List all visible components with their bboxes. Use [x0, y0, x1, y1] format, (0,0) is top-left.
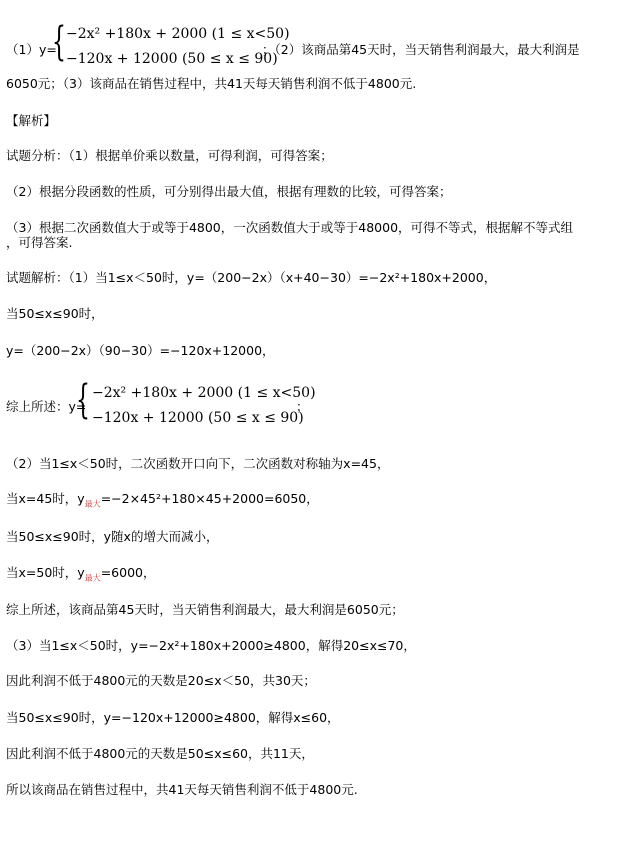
summary-prefix: 综上所述：y= — [6, 399, 87, 414]
analysis-step3-line1: （3）根据二次函数值大于或等于4800，一次函数值大于或等于48000，可得不等式，根据解不等式组 — [6, 220, 574, 235]
part2-line2 — [6, 491, 319, 513]
part3-line3: 当50≤x≤90时，y=−120x+12000≥4800，解得x≤60， — [6, 710, 340, 725]
answer-line2: 6050元；（3）该商品在销售过程中，共41天每天销售利润不低于4800元. — [6, 76, 417, 91]
solution-line2: 当50≤x≤90时， — [6, 306, 104, 321]
analysis-heading: 【解析】 — [6, 113, 57, 128]
part2-line3: 当50≤x≤90时，y随x的增大而减小， — [6, 529, 219, 544]
part2-line2-post: =−2×45²+180×45+2000=6050， — [100, 491, 319, 506]
summary-piece-quadratic: −2x² +180x + 2000 (1 ≤ x<50) — [92, 385, 316, 401]
summary-piece-linear: −120x + 12000 (50 ≤ x ≤ 90) — [92, 410, 304, 426]
part3-line1: （3）当1≤x＜50时，y=−2x²+180x+2000≥4800，解得20≤x≤70， — [6, 638, 416, 653]
part3-line4: 因此利润不低于4800元的天数是50≤x≤60，共11天， — [6, 746, 314, 761]
answer-piece-quadratic: −2x² +180x + 2000 (1 ≤ x<50) — [66, 26, 290, 42]
part2-line4-pre: 当x=50时，y — [6, 565, 85, 580]
part2-line5: 综上所述，该商品第45天时，当天销售利润最大，最大利润是6050元； — [6, 602, 404, 617]
part3-line5: 所以该商品在销售过程中，共41天每天销售利润不低于4800元. — [6, 782, 358, 797]
analysis-step3-line2: ，可得答案. — [6, 235, 73, 250]
part2-line4-post: =6000， — [100, 565, 156, 580]
summary-brace: { — [76, 377, 90, 423]
answer-piece-linear: −120x + 12000 (50 ≤ x ≤ 90) — [66, 51, 278, 67]
answer-part1-prefix: （1）y= — [6, 42, 57, 57]
answer-part1-suffix: ；（2）该商品第45天时，当天销售利润最大，最大利润是 — [262, 42, 580, 57]
part2-line2-pre: 当x=45时，y — [6, 491, 85, 506]
part2-line4 — [6, 565, 155, 587]
part2-line2-subscript: 最大 — [84, 499, 101, 509]
part2-line1: （2）当1≤x＜50时，二次函数开口向下，二次函数对称轴为x=45， — [6, 456, 390, 471]
analysis-intro: 试题分析：（1）根据单价乘以数量，可得利润，可得答案； — [6, 148, 333, 163]
summary-suffix: ； — [296, 399, 309, 414]
analysis-step2: （2）根据分段函数的性质，可分别得出最大值，根据有理数的比较，可得答案； — [6, 184, 452, 199]
part2-line4-subscript: 最大 — [84, 573, 101, 583]
part3-line2: 因此利润不低于4800元的天数是20≤x＜50，共30天； — [6, 673, 316, 688]
solution-line1: 试题解析：（1）当1≤x＜50时，y=（200−2x）（x+40−30）=−2x²+180x+2000， — [6, 270, 497, 285]
piecewise-brace: { — [52, 19, 66, 65]
solution-line3: y=（200−2x）（90−30）=−120x+12000， — [6, 343, 275, 358]
